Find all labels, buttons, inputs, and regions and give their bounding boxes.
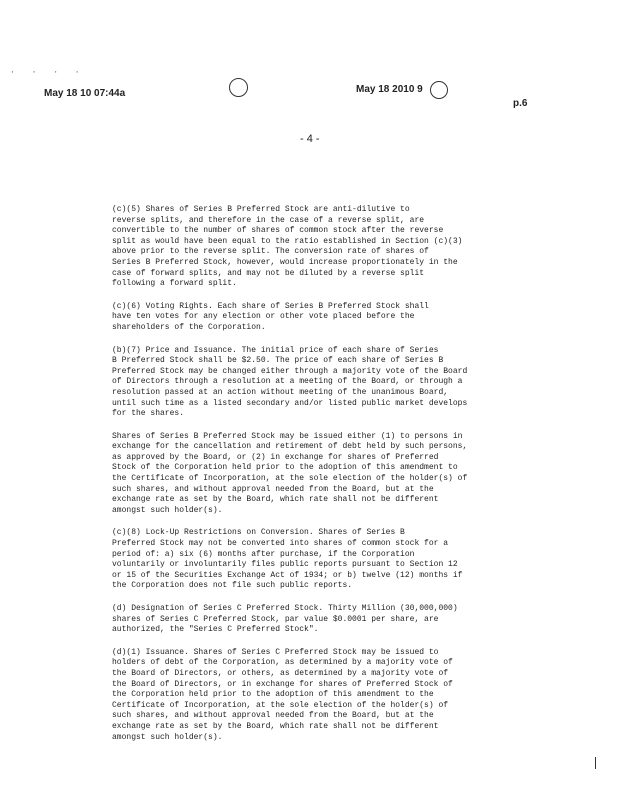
fax-date-suffix: 9 <box>417 84 423 95</box>
paragraph-b7-price-issuance: (b)(7) Price and Issuance. The initial price of each share of Series B Preferred Stock shall be $2.50. The price of each share of Series B Preferred Stock may be changed either through a majority vote of the Board of Directors through a resolution at a meeting of the Board, or through a resolution passed at an action without meeting of the unanimous Board, until such time as a listed secondary and/or listed public market develops for the shares. <box>112 345 468 419</box>
scan-specks: · · · · <box>10 68 86 77</box>
fax-page-label: p.6 <box>513 98 528 109</box>
fax-date: May 18 2010 <box>356 84 415 95</box>
punch-hole-circle-right <box>430 81 448 99</box>
punch-hole-circle <box>229 78 248 97</box>
paragraph-c5: (c)(5) Shares of Series B Preferred Stock are anti-dilutive to reverse splits, and therefore in the case of a reverse split, are convertible to the number of shares of common stock after the reverse split as would have been equal to the ratio established in Section (c)(3) above prior to the reverse split. The conversion rate of shares of Series B Preferred Stock, however, would increase proportionately in the case of forward splits, and may not be diluted by a reverse split following a forward split. <box>112 205 463 289</box>
fax-timestamp-left: May 18 10 07:44a <box>44 88 126 99</box>
paragraph-series-b-issuance: Shares of Series B Preferred Stock may be issued either (1) to persons in exchange for the cancellation and retirement of debt held by such persons, as approved by the Board, or (2) in exchange for shares of Preferred Stock of the Corporation held prior to the adoption of this amendment to the Certificate of Incorporation, at the sole election of the holder(s) of such shares, and without approval needed from the Board, but at the exchange rate as set by the Board, which rate shall not be different amongst such holder(s). <box>112 431 468 515</box>
paragraph-c6-voting-rights: (c)(6) Voting Rights. Each share of Series B Preferred Stock shall have ten votes for any election or other vote placed before the shareholders of the Corporation. <box>112 301 429 332</box>
paragraph-c8-lockup: (c)(8) Lock-Up Restrictions on Conversion. Shares of Series B Preferred Stock may not be converted into shares of common stock for a period of: a) six (6) months after purchase, if the Corporation voluntarily or involuntarily files public reports pursuant to Section 12 or 15 of the Securities Exchange Act of 1934; or b) twelve (12) months if the Corporation does not file such public reports. <box>112 528 463 591</box>
document-page-number: - 4 - <box>300 133 320 145</box>
paragraph-d-series-c-designation: (d) Designation of Series C Preferred Stock. Thirty Million (30,000,000) shares of Series C Preferred Stock, par value $0.0001 per share, are authorized, the "Series C Preferred Stock". <box>112 604 458 635</box>
paragraph-d1-issuance: (d)(1) Issuance. Shares of Series C Preferred Stock may be issued to holders of debt of the Corporation, as determined by a majority vote of the Board of Directors, or others, as determined by a majority vote of the Board of Directors, or in exchange for shares of Preferred Stock of the Corporation held prior to the adoption of this amendment to the Certificate of Incorporation, at the sole election of the holder(s) of such shares, and without approval needed from the Board, but at the exchange rate as set by the Board, which rate shall not be different amongst such holder(s). <box>112 647 453 742</box>
margin-mark <box>595 757 596 769</box>
document-body <box>112 205 528 755</box>
fax-timestamp-middle <box>356 84 423 95</box>
